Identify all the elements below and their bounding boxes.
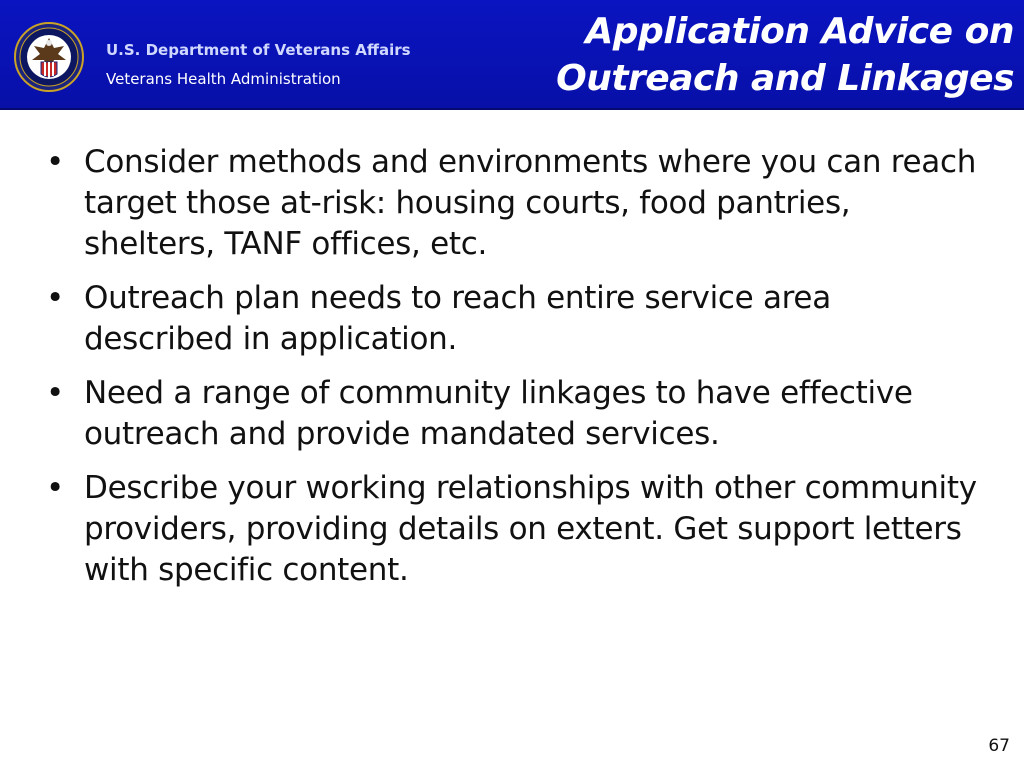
bullet-text: Outreach plan needs to reach entire service area described in application. (84, 280, 831, 357)
slide-body (40, 142, 980, 604)
bullet-dot-icon: • (46, 280, 64, 316)
bullet-text: Describe your working relationships with other community providers, providing details on extent. Get support letters with specific content. (84, 470, 977, 588)
bullet-text: Need a range of community linkages to have effective outreach and provide mandated services. (84, 375, 913, 452)
slide-header (0, 0, 1024, 110)
page-number: 67 (988, 736, 1010, 756)
va-seal-icon (14, 22, 84, 92)
administration-name: Veterans Health Administration (106, 70, 341, 88)
bullet-dot-icon: • (46, 144, 64, 180)
slide-title (556, 8, 1014, 102)
bullet-item (40, 373, 980, 455)
bullet-item (40, 468, 980, 591)
bullet-list (40, 142, 980, 591)
slide-title-line-1: Application Advice on (585, 11, 1014, 52)
bullet-item (40, 142, 980, 265)
bullet-item (40, 278, 980, 360)
bullet-dot-icon: • (46, 470, 64, 506)
organization-block (106, 40, 411, 89)
department-name: U.S. Department of Veterans Affairs (106, 41, 411, 59)
bullet-text: Consider methods and environments where you can reach target those at-risk: housing courts, food pantries, shelters, TANF offices, etc. (84, 144, 977, 262)
slide-title-line-2: Outreach and Linkages (556, 58, 1014, 99)
bullet-dot-icon: • (46, 375, 64, 411)
